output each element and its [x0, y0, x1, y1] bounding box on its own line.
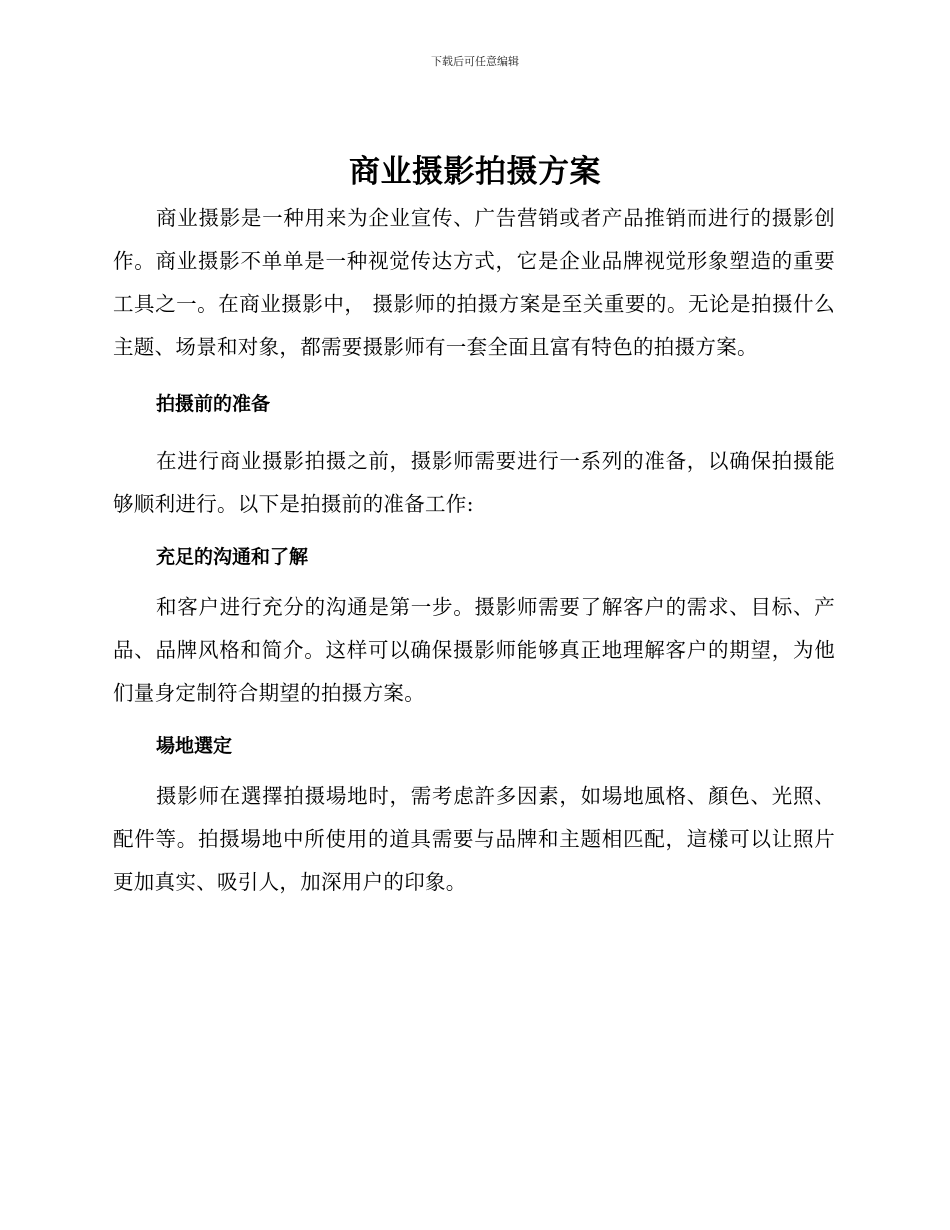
document-title: 商业摄影拍摄方案: [349, 154, 601, 190]
intro-paragraph: 商业摄影是一种用来为企业宣传、广告营销或者产品推销而进行的摄影创作。商业摄影不单单是一种视觉传达方式，它是企业品牌视觉形象塑造的重要工具之一。在商业摄影中， 摄影师的拍摄方案是至关重要的。无论是拍摄什么主题、场景和对象，都需要摄影师有一套全面且富有特色的拍摄方案。: [113, 206, 835, 359]
section-paragraph-communication: 和客户进行充分的沟通是第一步。摄影师需要了解客户的需求、目标、产品、品牌风格和简介。这样可以确保摄影师能够真正地理解客户的期望，为他们量身定制符合期望的拍摄方案。: [113, 595, 835, 705]
page-header-note: 下载后可任意编辑: [431, 55, 519, 68]
section-heading-communication: 充足的沟通和了解: [156, 546, 309, 568]
section-heading-preparation: 拍摄前的准备: [156, 393, 271, 415]
section-heading-venue: 場地選定: [156, 735, 233, 757]
document-body: [113, 197, 835, 904]
section-paragraph-venue: 摄影师在選擇拍摄場地时，需考虑許多因素，如場地風格、顏色、光照、配件等。拍摄場地中所使用的道具需要与品牌和主题相匹配，這樣可以让照片更加真实、吸引人，加深用户的印象。: [113, 784, 835, 894]
section-paragraph-preparation: 在进行商业摄影拍摄之前，摄影师需要进行一系列的准备，以确保拍摄能够顺利进行。以下是拍摄前的准备工作:: [113, 449, 835, 516]
